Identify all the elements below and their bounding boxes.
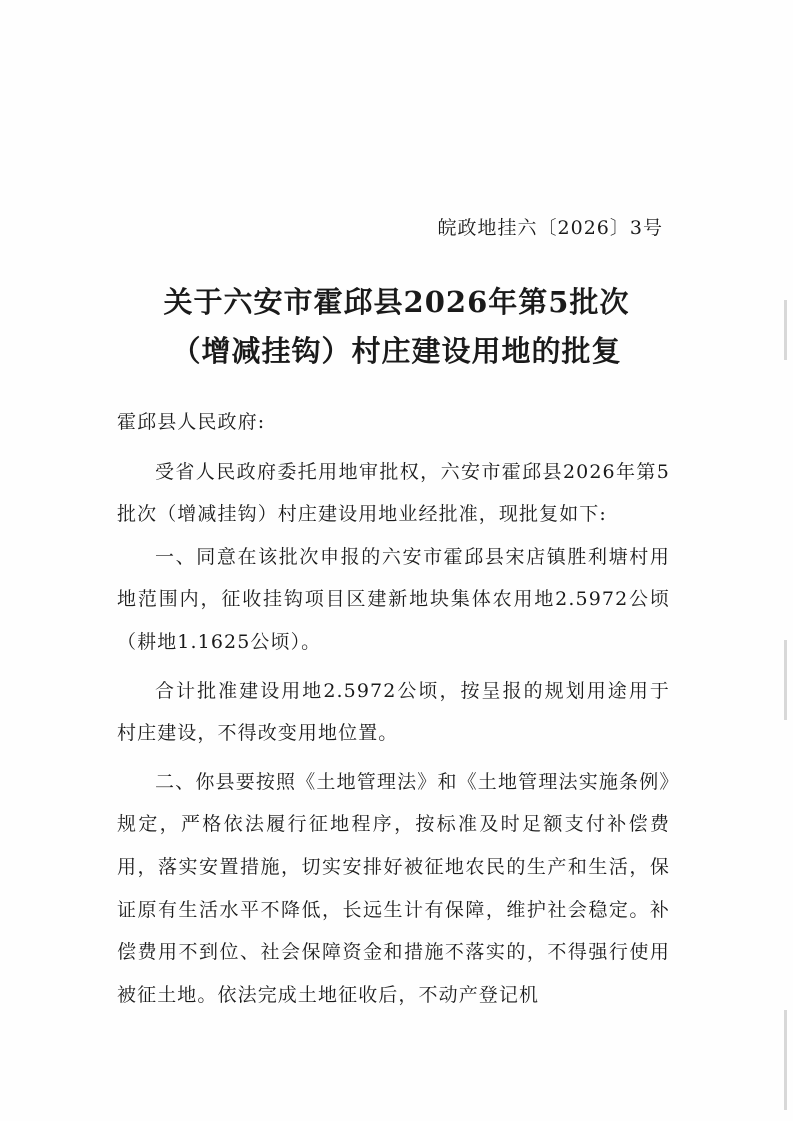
title-line-1: 关于六安市霍邱县2026年第5批次: [163, 285, 630, 319]
paragraph-item-two: 二、你县要按照《土地管理法》和《土地管理法实施条例》规定，严格依法履行征地程序，按标准及时足额支付补偿费用，落实安置措施，切实安排好被征地农民的生产和生活，保证原有生活水平不降低，长远生计有保障，维护社会稳定。补偿费用不到位、社会保障资金和措施不落实的，不得强行使用被征土地。依法完成土地征收后，不动产登记机: [117, 770, 670, 1006]
document-number: 皖政地挂六〔2026〕3号: [437, 217, 663, 239]
scan-edge-mark: [784, 640, 787, 720]
paragraph-total: 合计批准建设用地2.5972公顷，按呈报的规划用途用于村庄建设，不得改变用地位置。: [117, 679, 670, 745]
document-title: [0, 278, 793, 376]
paragraph-item-one: 一、同意在该批次申报的六安市霍邱县宋店镇胜利塘村用地范围内，征收挂钩项目区建新地块集体农用地2.5972公顷（耕地1.1625公顷）。: [117, 545, 670, 653]
addressee: 霍邱县人民政府:: [117, 411, 266, 433]
document-body: [117, 401, 670, 1016]
title-line-2: （增减挂钩）村庄建设用地的批复: [171, 334, 622, 368]
paragraph-preamble: 受省人民政府委托用地审批权，六安市霍邱县2026年第5批次（增减挂钩）村庄建设用地业经批准，现批复如下:: [117, 460, 670, 526]
scan-edge-mark: [784, 1010, 787, 1110]
